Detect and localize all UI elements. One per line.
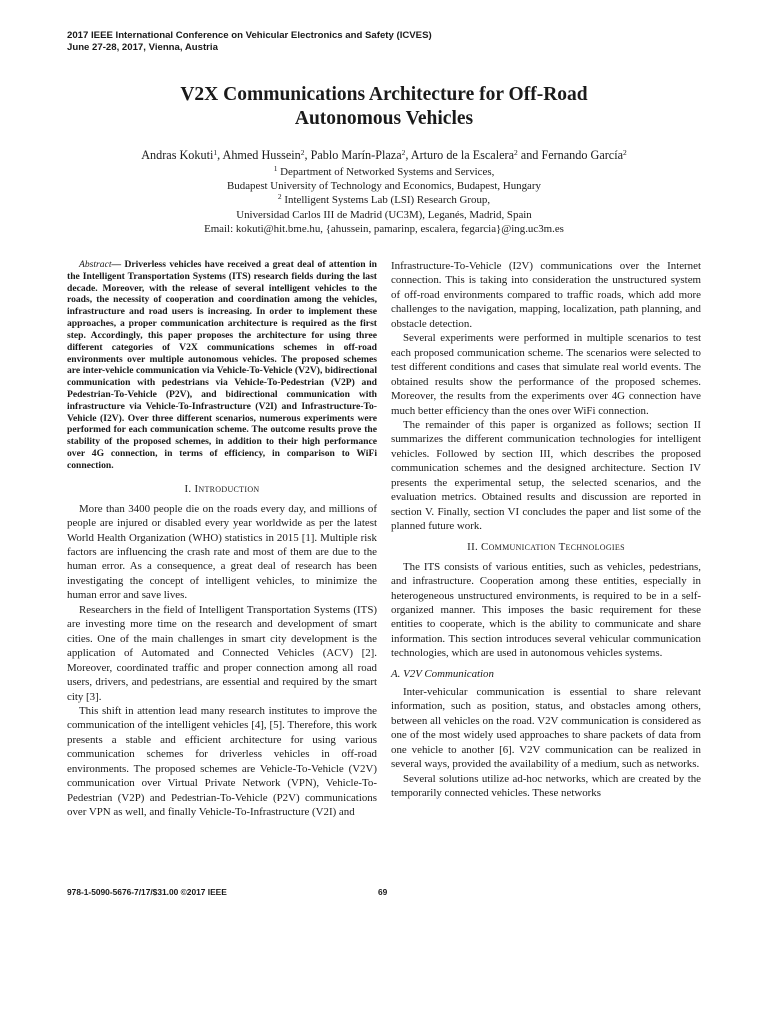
abstract xyxy=(67,259,377,472)
paragraph: More than 3400 people die on the roads every day, and millions of people are injured or disabled every year worldwide as per the latest World Health Organization (WHO) statistics in 2015 [1]. Multiple risk factors are influencing the crash rate and most of them are due to the human error. As a consequence, a great deal of research has been investigating the concept of intelligent vehicles, to minimize the human error and save lives. xyxy=(67,502,377,602)
affiliation-1-university: Budapest University of Technology and Economics, Budapest, Hungary xyxy=(227,180,541,193)
conference-date-location: June 27-28, 2017, Vienna, Austria xyxy=(67,41,218,53)
author: Ahmed Hussein$^2$ xyxy=(222,148,305,162)
author: Arturo de la Escalera$^2$ xyxy=(410,148,518,162)
paragraph: Researchers in the field of Intelligent Transportation Systems (ITS) are investing more time on the research and development of smart cities. One of the main challenges in smart city development is the application of Automated and Connected Vehicles (ACV) [2]. Moreover, coordinated traffic and proper connection among all road users, drivers, and pedestrians, are essential and required by the smart city [3]. xyxy=(67,603,377,703)
paragraph: Several solutions utilize ad-hoc networks, which are created by the temporarily connected vehicles. These networks xyxy=(391,772,701,799)
conference-name: 2017 IEEE International Conference on Vehicular Electronics and Safety (ICVES) xyxy=(67,30,432,41)
paper-title-line-1: V2X Communications Architecture for Off-Road xyxy=(180,84,588,105)
author: Andras Kokuti$^1$ xyxy=(141,148,218,162)
subsection-heading-v2v: A. V2V Communication xyxy=(391,667,494,680)
affiliation-2-group: $^2$ Intelligent Systems Lab (LSI) Research Group, xyxy=(277,192,491,207)
author: Pablo Marín-Plaza$^2$ xyxy=(310,148,406,162)
author: Fernando García$^2$ xyxy=(541,148,627,162)
paragraph-continuation: Infrastructure-To-Vehicle (I2V) communications over the Internet connection. This is taking into consideration the unstructured system of off-road environments compared to traffic roads, which add more challenges to the navigation, mapping, localization, path planning, and obstacle detection. xyxy=(391,260,701,330)
left-column xyxy=(67,259,377,820)
paragraph: Several experiments were performed in multiple scenarios to test each proposed communication scheme. The scenarios were selected to test different conditions and cases that simulate real world events. The obtained results show the performance of the proposed schemes. Moreover, the results from the experiments over 4G connection have much better efficiency than the ones over WiFi connection. xyxy=(391,332,701,417)
author-emails: Email: kokuti@hit.bme.hu, {ahussein, pamarinp, escalera, fegarcia}@ing.uc3m.es xyxy=(204,222,564,235)
affiliation-1-department: $^1$ Department of Networked Systems and Services, xyxy=(273,164,495,178)
paragraph: Inter-vehicular communication is essential to share relevant information, such as position, status, and obstacles among others, between all vehicles on the road. V2V communication is considered as one of the most widely used approaches to share packets of data from one vehicle to another [6]. V2V communication can be realized in several ways, provided the availability of a medium, such as networks. xyxy=(391,685,701,771)
affiliations xyxy=(40,165,728,236)
paper-title-line-2: Autonomous Vehicles xyxy=(294,107,474,129)
author-list: Andras Kokuti$^1$, Ahmed Hussein$^2$, Pablo Marín-Plaza$^2$, Arturo de la Escalera$^2$ and Fernando García$^2$ xyxy=(141,148,627,162)
right-column xyxy=(391,259,701,800)
page-number: 69 xyxy=(378,887,388,897)
abstract-text: — Driverless vehicles have received a great deal of attention in the Intelligent Transportation Systems (ITS) research fields during the last decade. Moreover, with the release of several intelligent vehicles to the roads, the necessity of cooperation and coordination among the vehicles, infrastructure and road users is increasing. In order to implement these approaches, a proper communication architecture is required as the first step. Accordingly, this paper proposes the architecture for using three different categories of V2X communications schemes in off-road environments over multiple autonomous vehicles. The proposed schemes are inter-vehicle communication via Vehicle-To-Vehicle (V2V), bidirectional communication with pedestrians via Vehicle-To-Pedestrian (V2P) and Pedestrian-To-Vehicle (P2V), and bidirectional communication with infrastructure via Vehicle-To-Infrastructure (V2I) and Infrastructure-To-Vehicle (I2V). Over three different scenarios, numerous experiments were performed for each communication scheme. The outcome results prove the stability of the proposed schemes, in addition to their high performance over 4G connection, in terms of efficiency, in comparison to WiFi connection. xyxy=(67,259,377,471)
abstract-label: Abstract xyxy=(79,259,112,270)
paper-title xyxy=(100,83,668,130)
paragraph: This shift in attention lead many research institutes to improve the communication of the intelligent vehicles [4], [5]. Therefore, this work presents a stable and efficient architecture for using various communication schemes for driverless vehicles in off-road environments. The proposed schemes are Vehicle-To-Vehicle (V2V) communication over Virtual Private Network (VPN), Vehicle-To-Pedestrian (V2P) and Pedestrian-To-Vehicle (P2V) communications over VPN as well, and finally Vehicle-To-Infrastructure (V2I) and xyxy=(67,704,377,819)
conference-header xyxy=(67,30,432,53)
affiliation-2-university: Universidad Carlos III de Madrid (UC3M), Leganés, Madrid, Spain xyxy=(236,208,532,221)
footer-isbn: 978-1-5090-5676-7/17/$31.00 ©2017 IEEE xyxy=(67,887,227,897)
section-heading-communication-technologies: II. Communication Technologies xyxy=(467,540,625,553)
paragraph: The remainder of this paper is organized as follows; section II summarizes the different communication technologies for intelligent vehicles. Followed by section III, which describes the proposed communication schemes and the designed architecture. Section IV presents the experimental setup, the selected scenarios, and the evaluation metrics. Obtained results and discussion are reported in section V. Finally, section VI concludes the paper and list some of the planned future work. xyxy=(391,418,701,533)
section-heading-introduction: I. Introduction xyxy=(184,482,260,495)
paragraph: The ITS consists of various entities, such as vehicles, pedestrians, and infrastructure. Cooperation among these entities, especially in heterogeneous unstructured environments, is required to be in a self-organized manner. This imposes the basic requirement for these entities to cooperate, which is the ability to communicate and share information. This section introduces several vehicular communication technologies, which are used in autonomous vehicles systems. xyxy=(391,560,701,660)
